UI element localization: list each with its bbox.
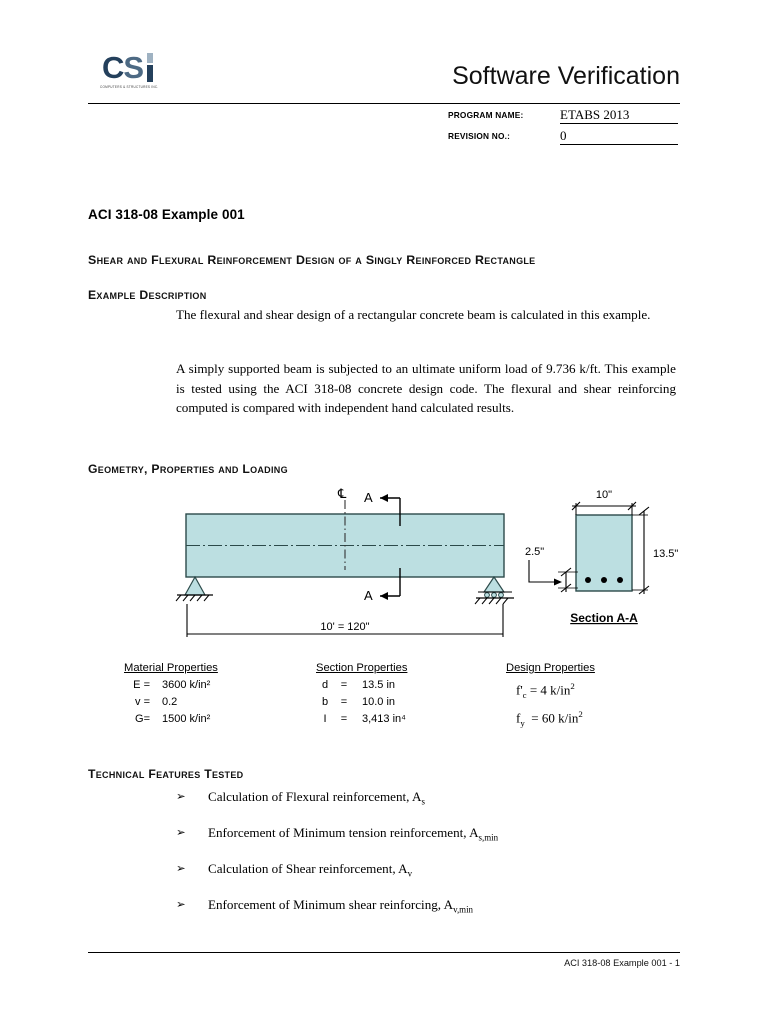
example-description-heading: Example Description [88,288,207,302]
feature-subscript: v [407,868,413,879]
section-properties-block [316,662,407,728]
section-row-d [316,677,407,694]
material-properties-title: Material Properties [124,662,218,674]
csi-logo [92,50,188,98]
bullet-arrow-icon: ➢ [176,899,186,911]
section-cover-leader-arrow [554,579,562,586]
centerline-symbol: ℄ [338,486,347,501]
material-symbol-v: v = [135,696,150,708]
section-eq-d: = [340,679,348,691]
example-title: ACI 318-08 Example 001 [88,207,245,222]
material-symbol-E: E = [133,679,150,691]
feature-subscript: s,min [478,832,499,843]
bullet-arrow-icon: ➢ [176,863,186,875]
left-support-triangle [185,577,205,595]
right-support-triangle [484,577,504,592]
feature-text: Enforcement of Minimum tension reinforcement, A [208,825,479,840]
section-cover-label: 2.5" [525,546,545,558]
revision-no-row [448,128,680,149]
design-sub-fc: c [522,689,527,700]
header-divider [88,103,680,104]
program-name-value: ETABS 2013 [560,107,678,124]
list-item [176,824,676,860]
feature-text: Calculation of Flexural reinforcement, A [208,789,422,804]
list-item [176,860,676,896]
section-value-d: 13.5 in [362,679,396,691]
design-symbol-fc: f' [516,682,523,698]
rebar-dot-2 [601,577,607,583]
revision-no-value: 0 [560,128,678,145]
program-name-label: PROGRAM NAME: [448,110,524,120]
section-width-label: 10" [595,489,613,501]
list-item [176,896,676,932]
section-arrow-top-head [380,494,388,502]
program-name-row [448,107,680,128]
feature-text: Calculation of Shear reinforcement, A [208,861,408,876]
right-support-hatching [475,598,508,604]
material-value-G: 1500 k/in² [162,713,211,725]
footer-divider [88,952,680,953]
csi-logo-bar-bottom [147,65,153,82]
section-eq-b: = [340,696,348,708]
material-value-E: 3600 k/in² [162,679,211,691]
section-symbol-d: d [321,679,329,691]
geometry-heading: Geometry, Properties and Loading [88,462,288,476]
design-properties-title: Design Properties [506,662,595,674]
section-eq-I: = [340,713,348,725]
design-row-fc [506,677,595,705]
feature-subscript: v,min [453,904,473,915]
section-symbol-I: I [323,713,327,725]
left-support-hatching [176,595,209,601]
description-paragraph-1: The flexural and shear design of a rectangular concrete beam is calculated in this example. [176,307,651,322]
section-value-I: 3,413 in⁴ [362,713,406,725]
material-row-G [124,711,218,728]
beam-figure [88,482,688,652]
section-properties-title: Section Properties [316,662,408,674]
csi-logo-bar-top [147,53,153,63]
material-row-v [124,694,218,711]
design-value-fc: = 4 k/in [529,682,571,698]
material-properties-block [124,662,218,728]
design-sup-fc: 2 [570,681,575,691]
section-value-b: 10.0 in [362,696,396,708]
technical-features-list [176,788,676,932]
description-paragraph-2: A simply supported beam is subjected to an ultimate uniform load of 9.736 k/ft. This example is tested using the ACI 318-08 concrete design code. The flexural and shear reinforcing computed is compared with independent hand calculated results. [176,361,676,415]
csi-logo-tagline: COMPUTERS & STRUCTURES INC. [100,84,159,89]
header-meta-table [448,107,680,149]
list-item [176,788,676,824]
feature-subscript: s [421,796,425,807]
design-row-fy [506,705,595,733]
section-label-A-top: A [364,490,373,505]
design-value-fy: = 60 k/in [531,710,579,726]
section-a-a-title: Section A-A [570,611,638,625]
section-row-I [316,711,407,728]
material-row-E [124,677,218,694]
example-subtitle: Shear and Flexural Reinforcement Design of a Singly Reinforced Rectangle [88,253,536,267]
design-sup-fy: 2 [578,708,583,719]
design-properties-block [506,662,595,733]
csi-logo-mark: CS [102,50,144,85]
page-header [88,46,680,152]
section-row-b [316,694,407,711]
revision-no-label: REVISION NO.: [448,131,511,141]
section-symbol-b: b [321,696,329,708]
section-cover-leader [529,560,556,582]
software-verification-title: Software Verification [452,62,680,90]
bullet-arrow-icon: ➢ [176,827,186,839]
material-value-v: 0.2 [162,696,178,708]
section-arrow-bottom-head [380,592,388,600]
section-label-A-bottom: A [364,588,373,603]
span-dimension-label: 10' = 120" [320,621,370,633]
rebar-dot-1 [585,577,591,583]
properties-tables [88,662,688,754]
section-depth-label: 13.5" [653,548,679,560]
technical-features-heading: Technical Features Tested [88,767,244,781]
material-symbol-G: G= [135,713,150,725]
design-sub-fy: y [520,717,525,728]
rebar-dot-3 [617,577,623,583]
design-symbol-fy: f [516,710,521,726]
bullet-arrow-icon: ➢ [176,791,186,803]
beam-diagram-svg [88,482,688,652]
right-support-rollers [485,593,504,598]
footer-page-label: ACI 318-08 Example 001 - 1 [564,958,680,968]
feature-text: Enforcement of Minimum shear reinforcing, A [208,897,454,912]
